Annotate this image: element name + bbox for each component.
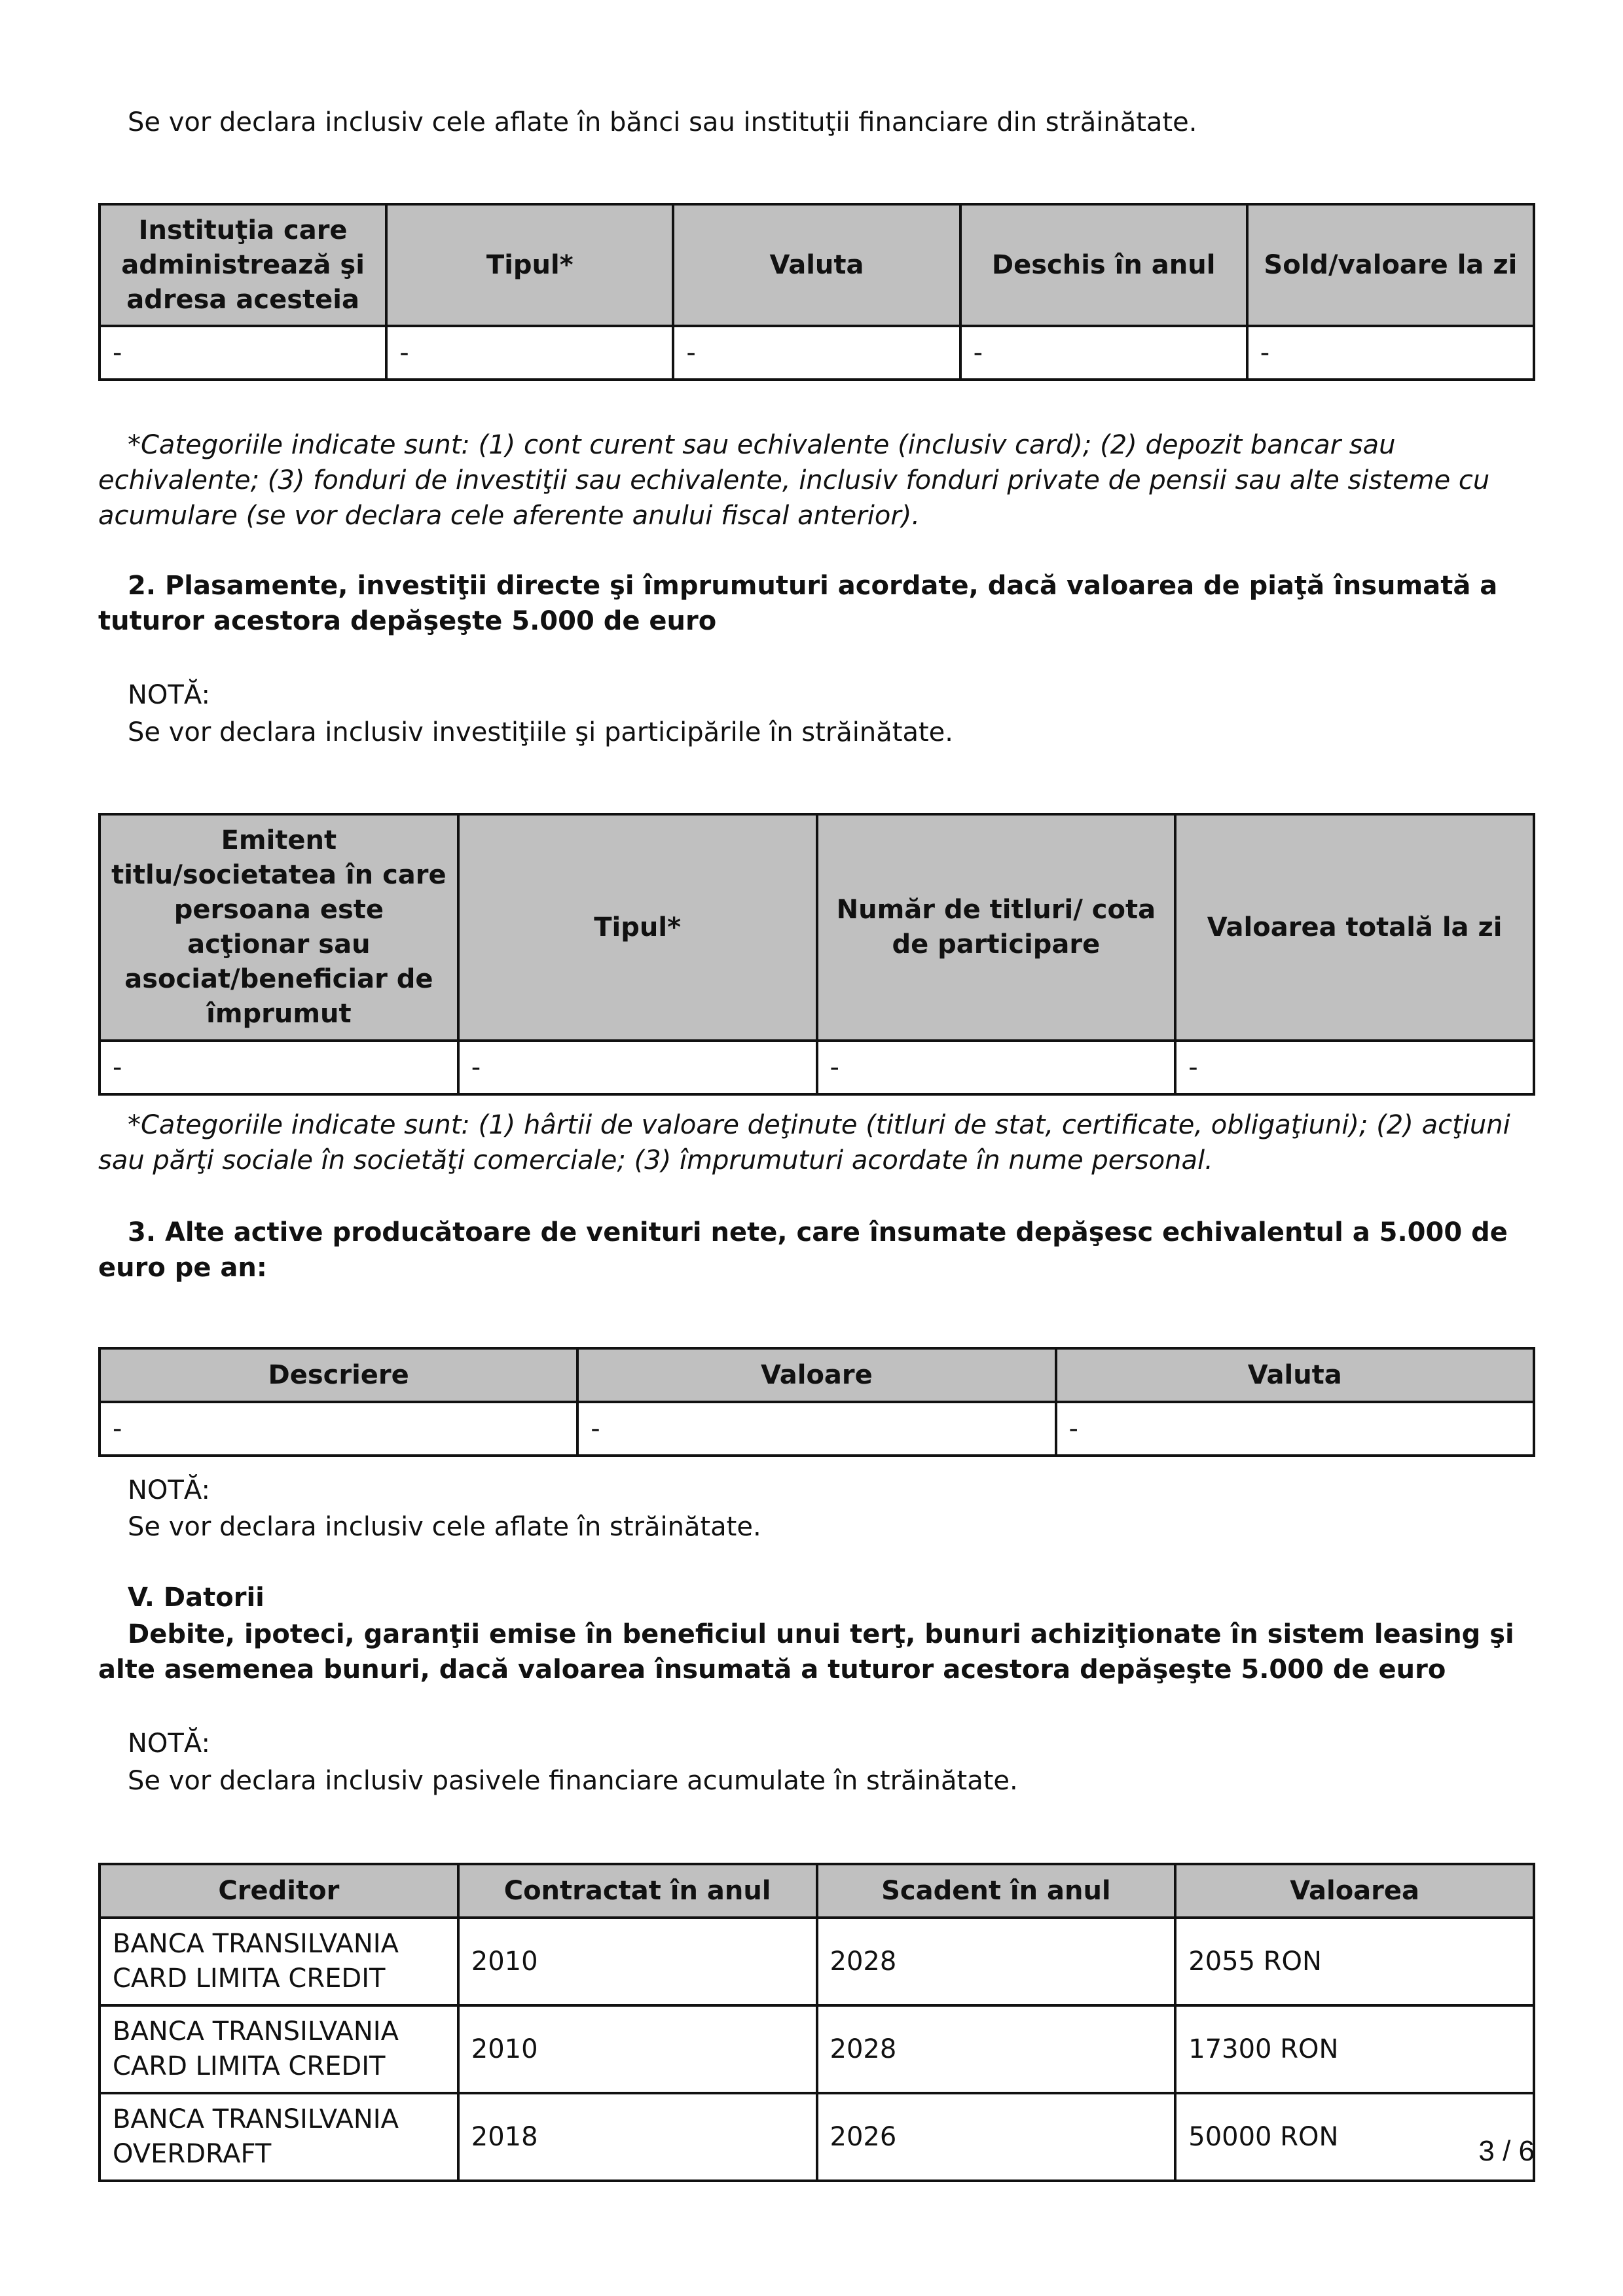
table-cell: 2010 (458, 1918, 817, 2005)
table-row (100, 326, 1534, 380)
section-2-note-label: NOTĂ: (128, 680, 210, 710)
table-cell: 2026 (817, 2093, 1176, 2181)
section-3-note-text: Se vor declara inclusiv cele aflate în străinătate. (128, 1512, 761, 1542)
top-note: Se vor declara inclusiv cele aflate în bănci sau instituţii financiare din străinătate. (128, 107, 1197, 137)
table-cell: - (577, 1402, 1055, 1456)
table-cell: 2028 (817, 2005, 1176, 2093)
table-cell: 17300 RON (1175, 2005, 1534, 2093)
column-header: Deschis în anul (960, 204, 1247, 326)
table-row (100, 1402, 1534, 1456)
table-cell: - (100, 1041, 458, 1094)
section-2-note-text: Se vor declara inclusiv investiţiile şi participările în străinătate. (128, 717, 953, 747)
table-cell: - (100, 326, 386, 380)
table-row (100, 1041, 1534, 1094)
table-cell: - (1175, 1041, 1534, 1094)
section-5-note-text: Se vor declara inclusiv pasivele financiare acumulate în străinătate. (128, 1766, 1018, 1796)
column-header: Valuta (1056, 1348, 1535, 1402)
table-cell: - (1056, 1402, 1535, 1456)
table-cell: - (817, 1041, 1176, 1094)
table-header-row (100, 1348, 1534, 1402)
table-cell: BANCA TRANSILVANIA CARD LIMITA CREDIT (100, 1918, 458, 2005)
table-cell: 2028 (817, 1918, 1176, 2005)
table-cell: 2055 RON (1175, 1918, 1534, 2005)
section-3-heading: 3. Alte active producătoare de venituri nete, care însumate depăşesc echivalentul a 5.000 de euro pe an: (98, 1217, 1508, 1283)
section-3-note-label: NOTĂ: (128, 1475, 210, 1505)
table-cell: - (673, 326, 960, 380)
column-header: Valoarea totală la zi (1175, 814, 1534, 1041)
table-cell: 50000 RON (1175, 2093, 1534, 2181)
table-cell: - (960, 326, 1247, 380)
section-2-heading: 2. Plasamente, investiţii directe şi împrumuturi acordate, dacă valoarea de piaţă însumată a tuturor acestora depăşeşte 5.000 de euro (98, 571, 1498, 636)
column-header: Instituţia care administrează şi adresa acesteia (100, 204, 386, 326)
footnote-investment-categories: *Categoriile indicate sunt: (1) hârtii de valoare deţinute (titluri de stat, certificate, obligaţiuni); (2) acţiuni sau părţi sociale în societăţi comerciale; (3) împrumuturi acordate în nume personal. (98, 1110, 1510, 1175)
column-header: Număr de titluri/ cota de participare (817, 814, 1176, 1041)
column-header: Contractat în anul (458, 1864, 817, 1918)
column-header: Valoarea (1175, 1864, 1534, 1918)
column-header: Sold/valoare la zi (1247, 204, 1534, 326)
table-cell: - (1247, 326, 1534, 380)
section-5-note-label: NOTĂ: (128, 1729, 210, 1759)
table-header-row (100, 204, 1534, 326)
table-cell: 2018 (458, 2093, 817, 2181)
table-cell: - (386, 326, 673, 380)
table-row (100, 2093, 1534, 2181)
column-header: Descriere (100, 1348, 577, 1402)
column-header: Creditor (100, 1864, 458, 1918)
table-cell: 2010 (458, 2005, 817, 2093)
column-header: Emitent titlu/societatea în care persoana este acţionar sau asociat/beneficiar de împrumut (100, 814, 458, 1041)
section-5-heading: Debite, ipoteci, garanţii emise în beneficiul unui terţ, bunuri achiziţionate în sistem leasing şi alte asemenea bunuri, dacă valoarea însumată a tuturor acestora depăşeşte 5.000 de euro (98, 1619, 1514, 1685)
investments-table-wrap (98, 813, 1535, 1096)
table-cell: - (458, 1041, 817, 1094)
table-cell: BANCA TRANSILVANIA OVERDRAFT (100, 2093, 458, 2181)
debts-table (98, 1863, 1535, 2182)
column-header: Tipul* (458, 814, 817, 1041)
section-5-title: V. Datorii (128, 1583, 264, 1613)
other-assets-table-wrap (98, 1347, 1535, 1457)
column-header: Valuta (673, 204, 960, 326)
table-cell: - (100, 1402, 577, 1456)
table-cell: BANCA TRANSILVANIA CARD LIMITA CREDIT (100, 2005, 458, 2093)
bank-accounts-table (98, 203, 1535, 381)
investments-table (98, 813, 1535, 1096)
footnote-account-categories: *Categoriile indicate sunt: (1) cont curent sau echivalente (inclusiv card); (2) depozit bancar sau echivalente; (3) fonduri de investiţii sau echivalente, inclusiv fonduri private de pensii sau alte sisteme cu acumulare (se vor declara cele aferente anului fiscal anterior). (98, 430, 1490, 531)
column-header: Scadent în anul (817, 1864, 1176, 1918)
column-header: Valoare (577, 1348, 1055, 1402)
page-number: 3 / 6 (1478, 2135, 1535, 2167)
bank-accounts-table-wrap (98, 203, 1535, 381)
table-header-row (100, 814, 1534, 1041)
debts-table-wrap (98, 1863, 1535, 2182)
table-row (100, 2005, 1534, 2093)
table-row (100, 1918, 1534, 2005)
other-assets-table (98, 1347, 1535, 1457)
table-header-row (100, 1864, 1534, 1918)
column-header: Tipul* (386, 204, 673, 326)
